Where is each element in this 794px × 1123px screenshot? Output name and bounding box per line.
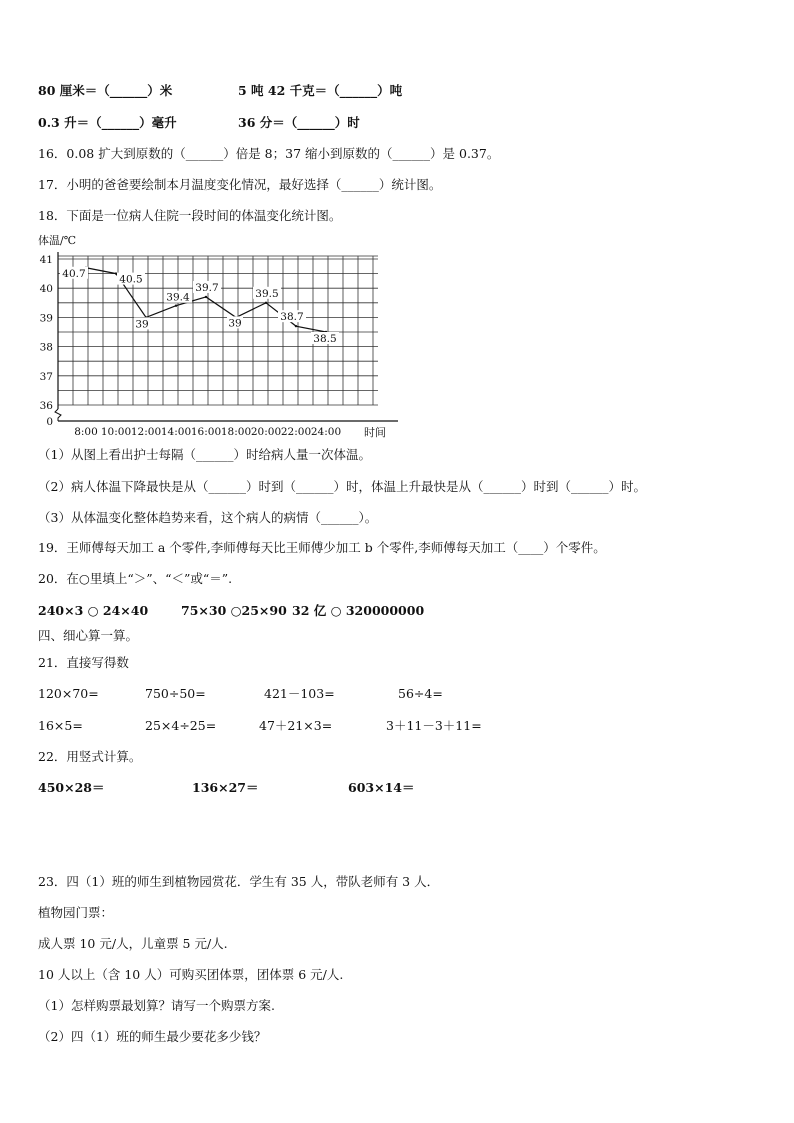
unit-conversion-2: 5 吨 42 千克＝（______）吨 xyxy=(238,83,403,98)
calc-5: 16×5= xyxy=(38,718,83,733)
calc-2: 750÷50= xyxy=(145,686,206,701)
compare-b: 75×30 ○25×90 xyxy=(181,603,287,618)
x-tick-label: 24:00 xyxy=(310,426,342,438)
unit-conversion-3: 0.3 升＝（______）毫升 xyxy=(38,115,177,130)
question-23-group-ticket: 10 人以上（含 10 人）可购买团体票，团体票 6 元/人. xyxy=(38,967,344,982)
y-tick-label: 36 xyxy=(39,400,53,412)
question-17: 17．小明的爸爸要绘制本月温度变化情况，最好选择（______）统计图。 xyxy=(38,177,442,192)
temperature-line-chart xyxy=(30,228,410,442)
calc-1: 120×70= xyxy=(38,686,99,701)
y-tick-label: 0 xyxy=(46,416,53,428)
y-tick-label: 38 xyxy=(39,341,53,354)
question-16: 16．0.08 扩大到原数的（______）倍是 8；37 缩小到原数的（______）是 0.37。 xyxy=(38,146,500,161)
question-23-1: （1）怎样购票最划算？请写一个购票方案. xyxy=(38,998,275,1013)
y-tick-label: 39 xyxy=(39,312,53,325)
x-tick-label: 10:00 xyxy=(100,426,132,438)
question-18-3: （3）从体温变化整体趋势来看，这个病人的病情（______）。 xyxy=(38,510,378,525)
vertical-calc-1: 450×28＝ xyxy=(38,780,105,795)
vertical-calc-3: 603×14＝ xyxy=(348,780,415,795)
data-label: 39 xyxy=(228,317,242,330)
question-20: 20．在○里填上“＞”、“＜”或“＝”. xyxy=(38,571,233,586)
question-22: 22．用竖式计算。 xyxy=(38,749,142,764)
data-labels xyxy=(60,267,339,345)
x-tick-label: 8:00 xyxy=(74,426,98,438)
x-axis-label: 时间 xyxy=(364,426,386,439)
data-label: 38.7 xyxy=(280,311,304,324)
question-21: 21．直接写得数 xyxy=(38,655,129,670)
data-label: 39.7 xyxy=(195,281,219,294)
y-tick-label: 37 xyxy=(39,370,53,383)
unit-conversion-1: 80 厘米＝（______）米 xyxy=(38,83,173,98)
calc-4: 56÷4= xyxy=(398,686,443,701)
calc-8: 3＋11－3＋11= xyxy=(386,718,482,733)
question-23: 23．四（1）班的师生到植物园赏花．学生有 35 人，带队老师有 3 人． xyxy=(38,874,440,889)
data-label: 40.7 xyxy=(62,267,86,280)
section-4-heading: 四、细心算一算。 xyxy=(38,628,139,643)
y-tick-label: 41 xyxy=(39,254,53,266)
data-label: 39.4 xyxy=(166,291,190,304)
data-point xyxy=(265,302,267,304)
x-tick-label: 20:00 xyxy=(250,426,282,438)
data-point xyxy=(115,272,117,274)
x-tick-label: 16:00 xyxy=(190,426,222,438)
x-tick-label: 22:00 xyxy=(280,426,312,438)
question-18-2: （2）病人体温下降最快是从（______）时到（______）时，体温上升最快是从（______）时到（______）时。 xyxy=(38,479,646,494)
axis-break xyxy=(55,409,61,421)
calc-7: 47＋21×3= xyxy=(259,718,333,733)
data-label: 39.5 xyxy=(255,287,279,300)
data-point xyxy=(175,305,177,307)
y-ticks xyxy=(40,254,54,428)
y-tick-label: 40 xyxy=(39,283,53,296)
question-23-ticket-prices: 成人票 10 元/人，儿童票 5 元/人. xyxy=(38,936,228,951)
calc-6: 25×4÷25= xyxy=(145,718,217,733)
question-19: 19．王师傅每天加工 a 个零件,李师傅每天比王师傅少加工 b 个零件,李师傅每天加工（____）个零件。 xyxy=(38,540,606,555)
unit-conversion-4: 36 分＝（______）时 xyxy=(238,115,360,130)
y-axis-label: 体温/℃ xyxy=(38,234,77,247)
data-label: 38.5 xyxy=(313,333,337,345)
data-point xyxy=(295,325,297,327)
x-tick-label: 12:00 xyxy=(130,426,162,438)
question-18: 18．下面是一位病人住院一段时间的体温变化统计图。 xyxy=(38,208,342,223)
x-tick-label: 14:00 xyxy=(160,426,192,438)
x-tick-label: 18:00 xyxy=(220,426,252,438)
data-label: 39 xyxy=(135,318,149,331)
question-23-ticket-title: 植物园门票： xyxy=(38,905,114,920)
data-point xyxy=(205,296,207,298)
x-ticks xyxy=(74,426,341,438)
compare-c: 32 亿 ○ 320000000 xyxy=(292,603,425,618)
question-18-1: （1）从图上看出护士每隔（______）时给病人量一次体温。 xyxy=(38,447,371,462)
vertical-calc-2: 136×27＝ xyxy=(192,780,259,795)
calc-3: 421－103= xyxy=(264,686,335,701)
chart-grid xyxy=(55,252,398,421)
compare-a: 240×3 ○ 24×40 xyxy=(38,603,149,618)
question-23-2: （2）四（1）班的师生最少要花多少钱？ xyxy=(38,1029,267,1044)
data-label: 40.5 xyxy=(119,273,143,286)
